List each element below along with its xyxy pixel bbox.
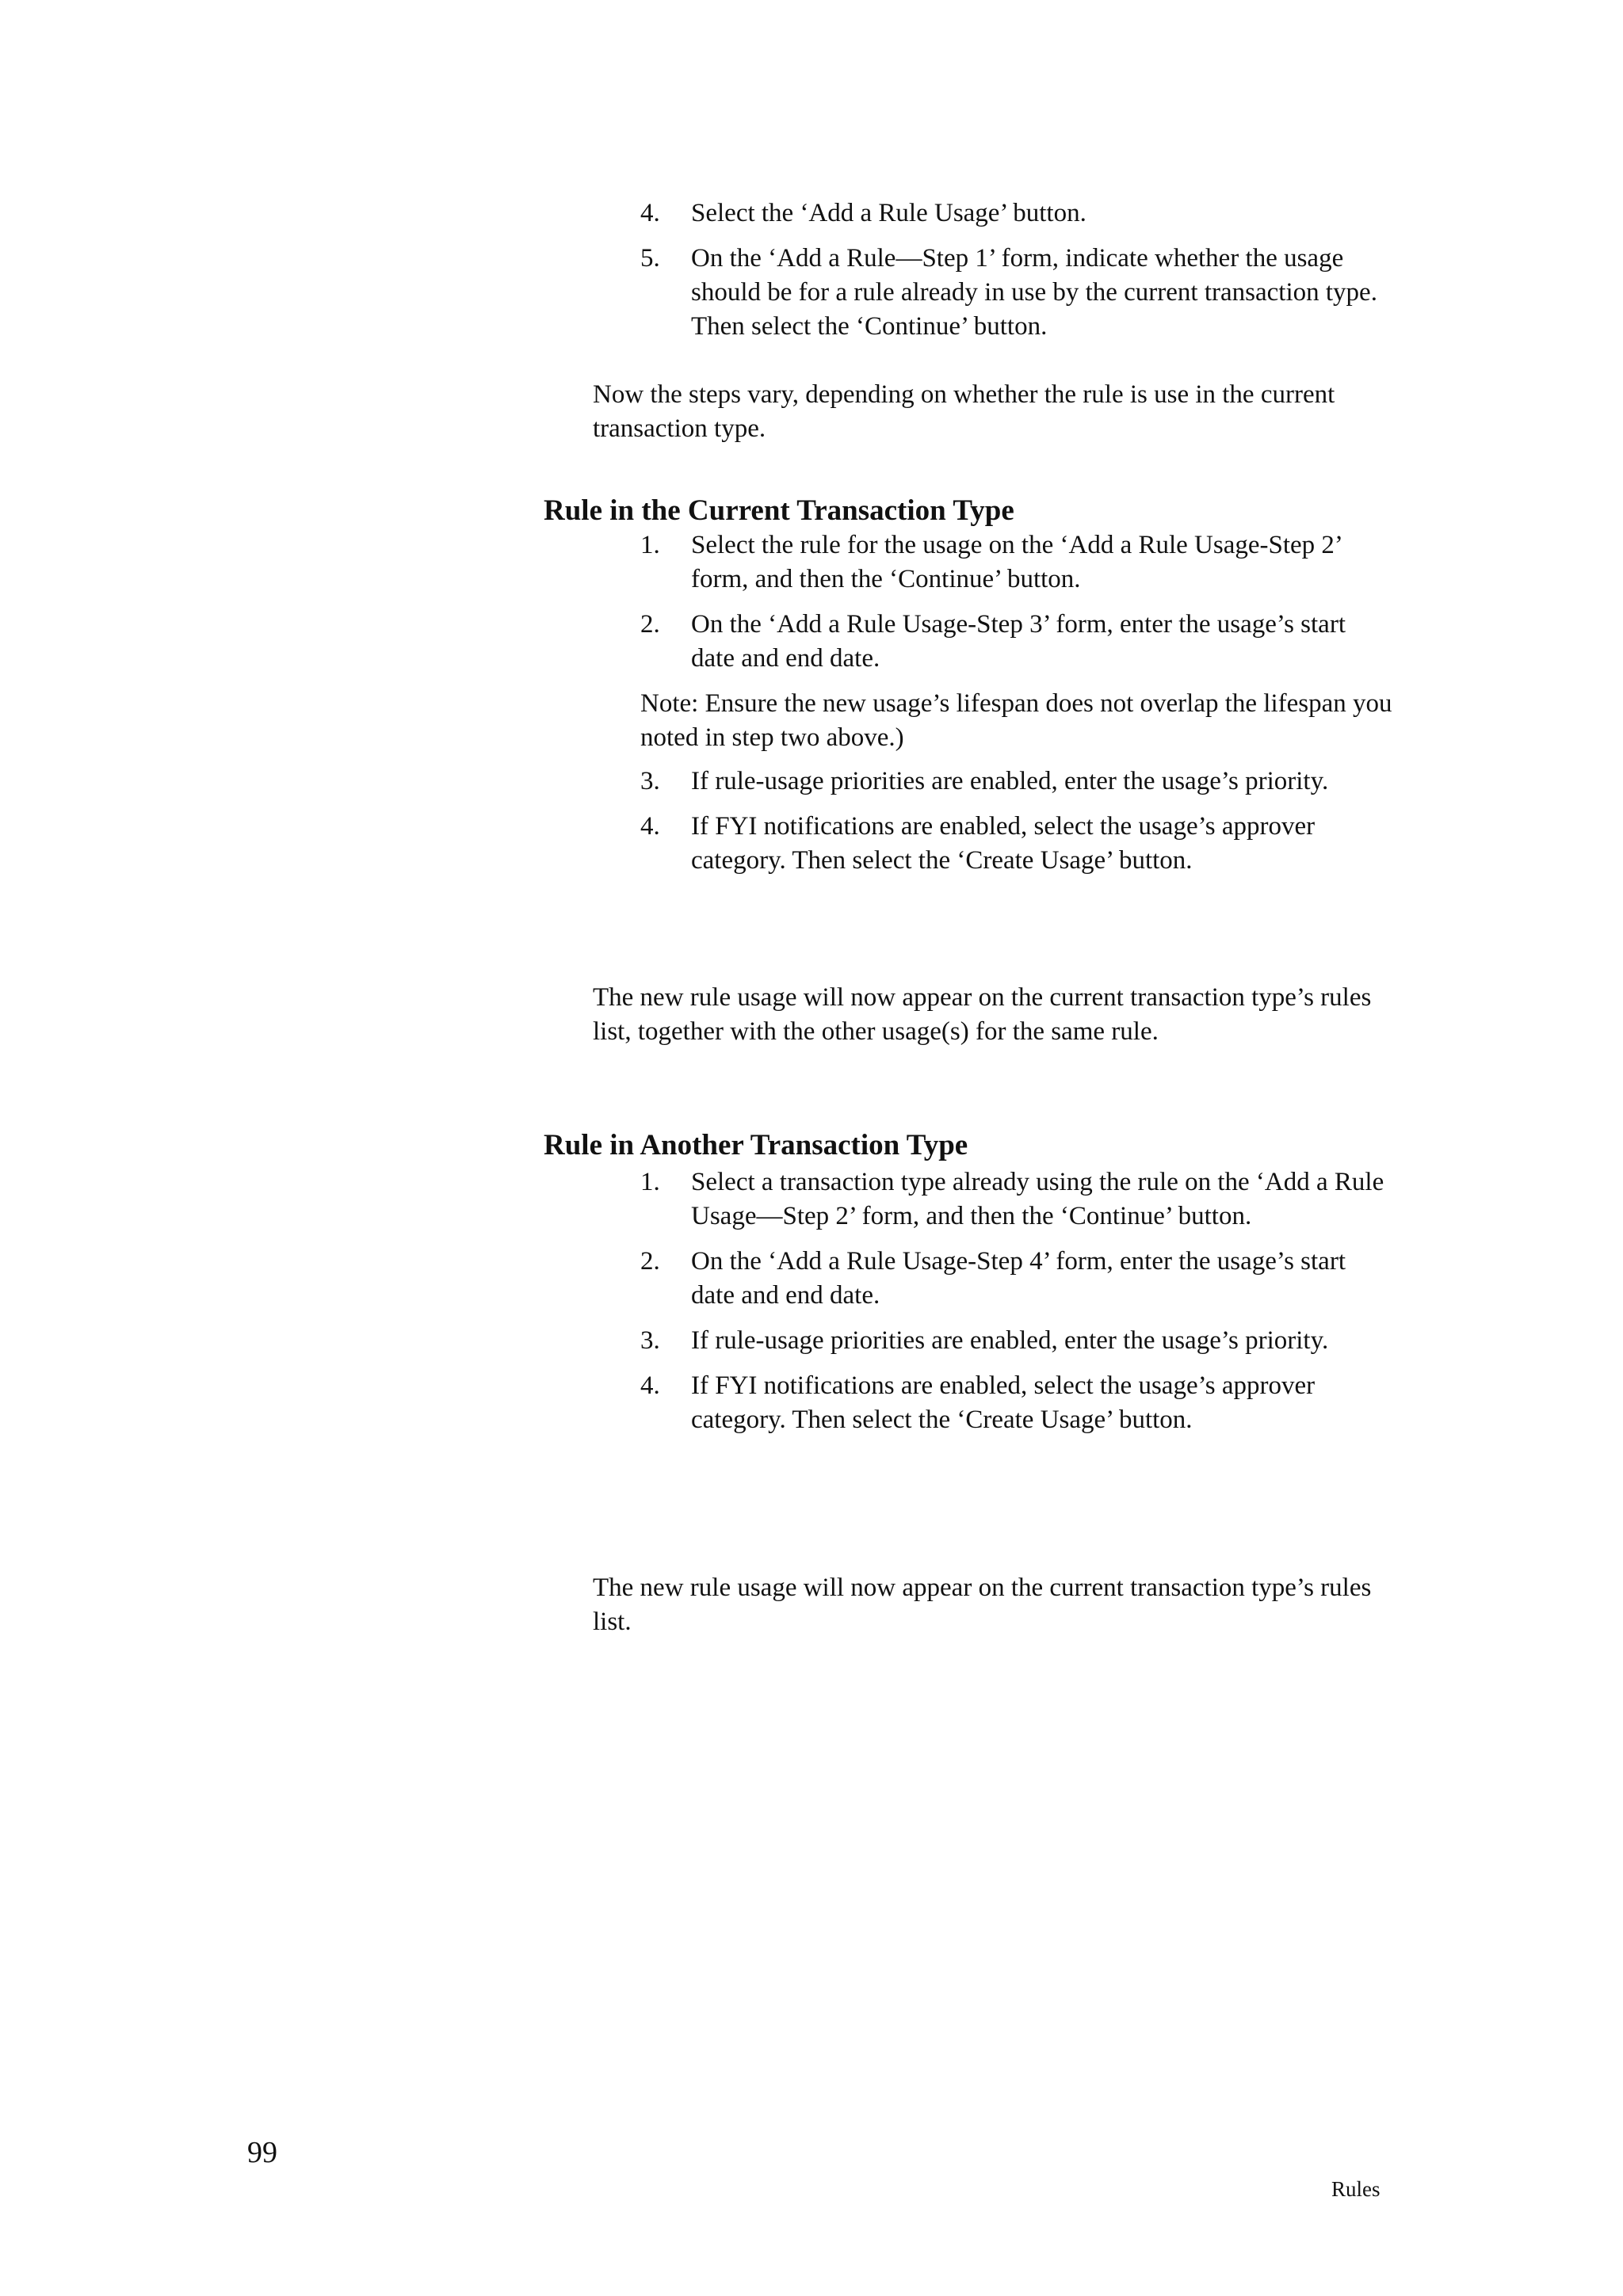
step-text: Select the ‘Add a Rule Usage’ button.	[691, 199, 1086, 227]
step-text: Select a transaction type already using the rule on the ‘Add a Rule Usage—Step 2’ form, and then the ‘Continue’ button.	[691, 1168, 1384, 1230]
step-text: Select the rule for the usage on the ‘Add a Rule Usage-Step 2’ form, and then the ‘Continue’ button.	[691, 531, 1342, 593]
page-number: 99	[247, 2136, 277, 2169]
list-item	[640, 196, 1393, 231]
another-closing-paragraph: The new rule usage will now appear on the current transaction type’s rules list.	[593, 1573, 1372, 1636]
step-number: 4.	[640, 812, 660, 841]
step-text: On the ‘Add a Rule—Step 1’ form, indicate whether the usage should be for a rule already in use by the current transaction type. Then select the ‘Continue’ button.	[691, 244, 1377, 341]
step-number: 1.	[640, 1168, 660, 1196]
intro-paragraph: Now the steps vary, depending on whether the rule is use in the current transaction type.	[593, 380, 1335, 443]
list-item	[640, 810, 1393, 878]
current-step-list-b	[640, 765, 1393, 889]
step-text: If FYI notifications are enabled, select the usage’s approver category. Then select the ‘Create Usage’ button.	[691, 812, 1316, 875]
step-text: If rule-usage priorities are enabled, enter the usage’s priority.	[691, 767, 1329, 795]
step-number: 3.	[640, 1326, 660, 1355]
step-text: On the ‘Add a Rule Usage-Step 4’ form, enter the usage’s start date and end date.	[691, 1247, 1346, 1310]
list-item	[640, 1245, 1393, 1313]
list-item	[640, 242, 1393, 344]
current-step-list-a	[640, 528, 1393, 687]
step-number: 2.	[640, 610, 660, 639]
list-item	[640, 1165, 1393, 1234]
step-number: 4.	[640, 1371, 660, 1400]
step-text: If rule-usage priorities are enabled, enter the usage’s priority.	[691, 1326, 1329, 1355]
footer-section-label: Rules	[1331, 2177, 1381, 2201]
step-text: On the ‘Add a Rule Usage-Step 3’ form, enter the usage’s start date and end date.	[691, 610, 1346, 673]
step-number: 4.	[640, 199, 660, 227]
section-heading-current: Rule in the Current Transaction Type	[544, 494, 1014, 527]
intro-step-list	[640, 196, 1393, 355]
current-closing-paragraph: The new rule usage will now appear on the current transaction type’s rules list, together with the other usage(s) for the same rule.	[593, 983, 1372, 1046]
note-text: Note: Ensure the new usage’s lifespan does not overlap the lifespan you noted in step two above.)	[640, 689, 1392, 752]
list-item	[640, 528, 1393, 597]
step-number: 5.	[640, 244, 660, 273]
section-heading-another: Rule in Another Transaction Type	[544, 1129, 968, 1161]
list-item	[640, 1369, 1393, 1437]
step-number: 3.	[640, 767, 660, 795]
step-number: 1.	[640, 531, 660, 559]
another-step-list	[640, 1165, 1393, 1448]
list-item	[640, 765, 1393, 799]
step-text: If FYI notifications are enabled, select the usage’s approver category. Then select the ‘Create Usage’ button.	[691, 1371, 1316, 1434]
list-item	[640, 608, 1393, 676]
step-number: 2.	[640, 1247, 660, 1276]
list-item	[640, 1324, 1393, 1358]
